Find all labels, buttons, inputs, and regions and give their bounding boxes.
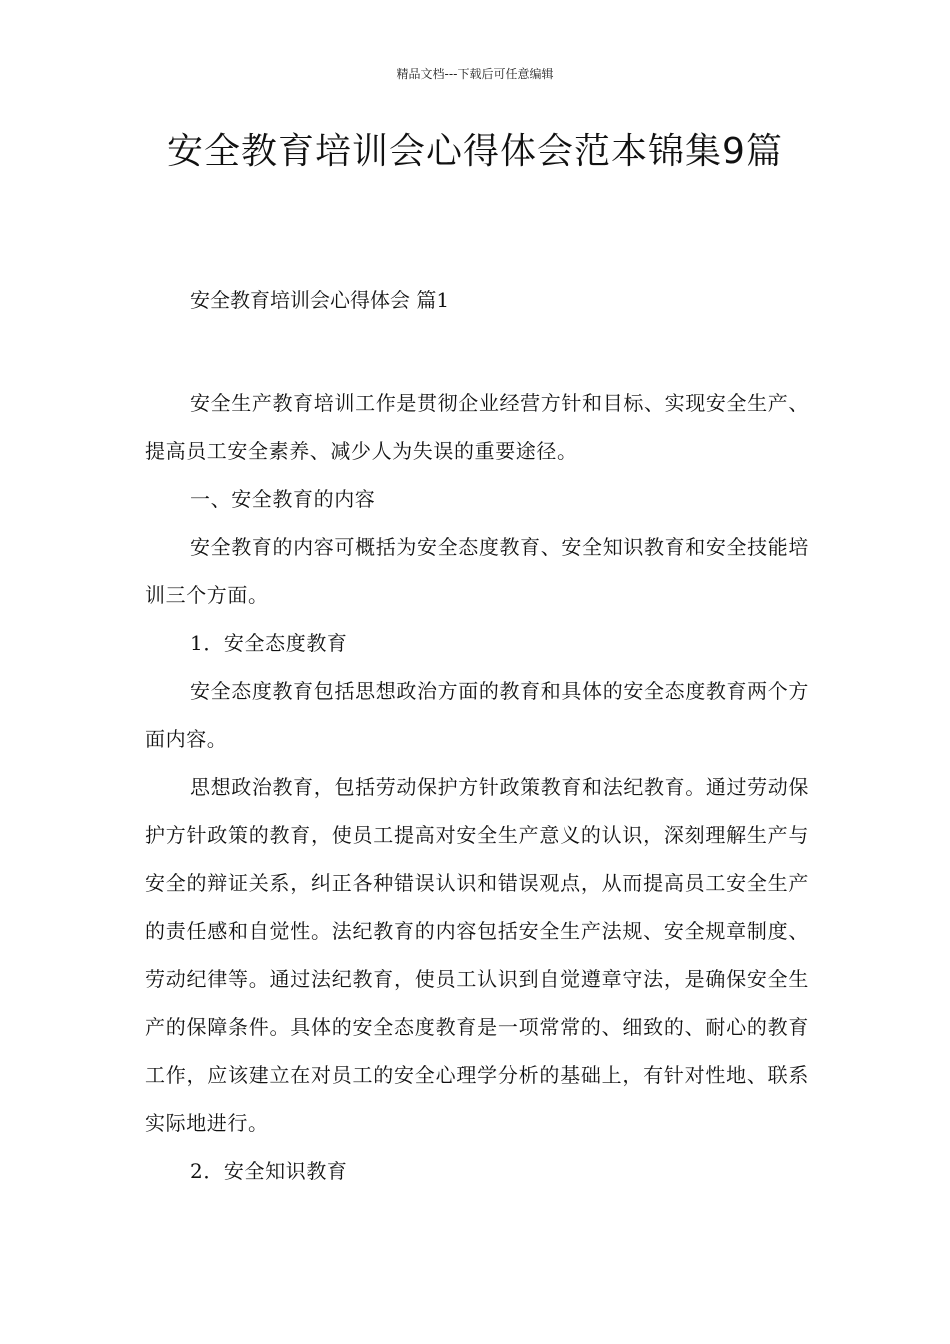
- subheading-knowledge: 2．安全知识教育: [190, 1159, 348, 1183]
- document-body: [145, 379, 809, 1195]
- paragraph-political-education: 思想政治教育，包括劳动保护方针政策教育和法纪教育。通过劳动保护方针政策的教育，使员工提高对安全生产意义的认识，深刻理解生产与安全的辩证关系，纠正各种错误认识和错误观点，从而提高员工安全生产的责任感和自觉性。法纪教育的内容包括安全生产法规、安全规章制度、劳动纪律等。通过法纪教育，使员工认识到自觉遵章守法，是确保安全生产的保障条件。具体的安全态度教育是一项常常的、细致的、耐心的教育工作，应该建立在对员工的安全心理学分析的基础上，有针对性地、联系实际地进行。: [145, 775, 809, 1135]
- paragraph-attitude: 安全态度教育包括思想政治方面的教育和具体的安全态度教育两个方面内容。: [145, 679, 809, 751]
- paragraph-content-summary: 安全教育的内容可概括为安全态度教育、安全知识教育和安全技能培训三个方面。: [145, 535, 809, 607]
- document-title: 安全教育培训会心得体会范本锦集9篇: [167, 131, 783, 172]
- subheading-attitude: 1．安全态度教育: [190, 631, 348, 655]
- section-heading: 安全教育培训会心得体会 篇1: [190, 288, 450, 312]
- paragraph-intro: 安全生产教育培训工作是贯彻企业经营方针和目标、实现安全生产、提高员工安全素养、减少人为失误的重要途径。: [145, 391, 809, 463]
- header-note: 精品文档---下载后可任意编辑: [396, 67, 554, 81]
- subheading-content: 一、安全教育的内容: [190, 487, 376, 511]
